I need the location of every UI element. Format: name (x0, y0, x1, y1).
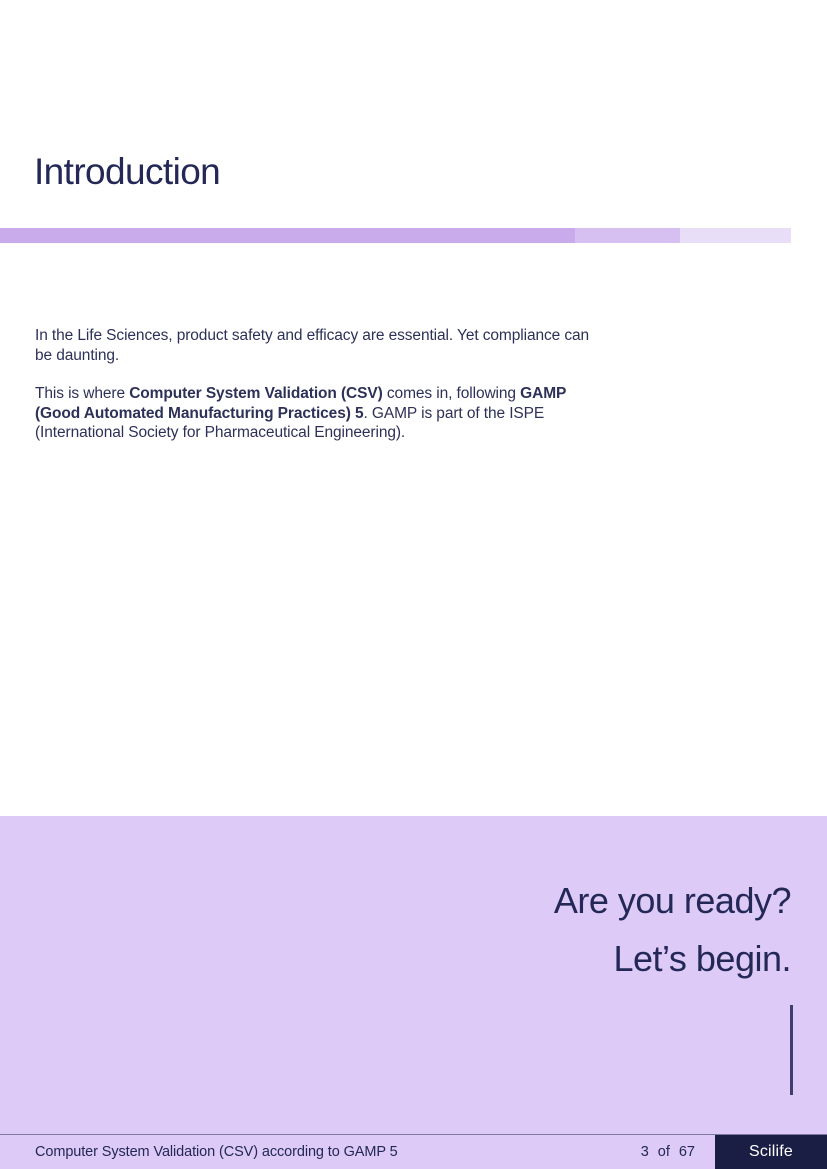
page-current: 3 (640, 1144, 649, 1160)
cta-line-2: Let’s begin. (613, 938, 791, 979)
accent-bar-segment-light (680, 228, 791, 243)
cta-text (554, 872, 791, 988)
accent-bar-segment-main (0, 228, 575, 243)
intro-paragraph-2: This is where Computer System Validation (CSV) comes in, following GAMP (Good Automated Manufacturing Practices) 5. GAMP is part of the ISPE (International Society for Pharmaceutical Engineering). (35, 385, 566, 441)
footer-bar (0, 1134, 827, 1169)
page-indicator (641, 1144, 695, 1160)
accent-bar-segment-mid (575, 228, 680, 243)
cta-line-1: Are you ready? (553, 880, 791, 921)
footer-doc-title: Computer System Validation (CSV) according to GAMP 5 (35, 1144, 398, 1160)
page-separator: of (657, 1144, 670, 1160)
intro-paragraph-1: In the Life Sciences, product safety and efficacy are essential. Yet compliance can be daunting. (35, 327, 590, 364)
accent-bar (0, 228, 791, 243)
cta-section (0, 816, 827, 1135)
brand-logo (715, 1135, 827, 1169)
page-total: 67 (678, 1144, 695, 1160)
intro-copy (35, 326, 601, 462)
vertical-accent-line (790, 1005, 793, 1095)
page-title: Introduction (34, 151, 221, 192)
brand-name: Scilife (748, 1143, 794, 1160)
